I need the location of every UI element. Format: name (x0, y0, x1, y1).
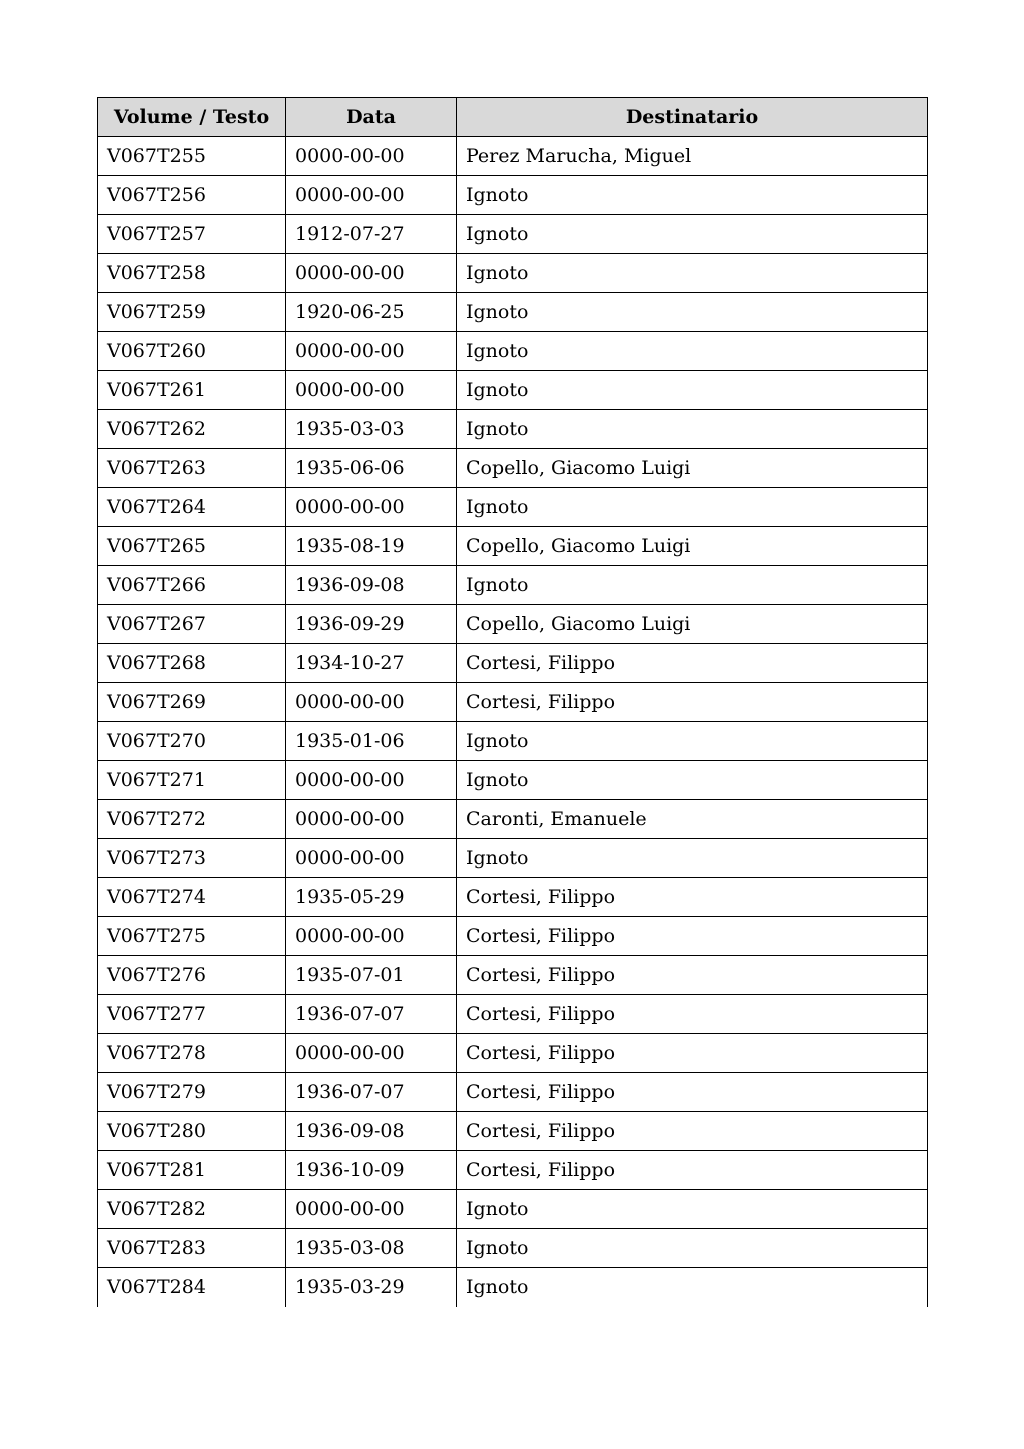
cell-destinatario: Ignoto (457, 410, 928, 449)
cell-volume-testo: V067T282 (98, 1190, 286, 1229)
cell-destinatario: Ignoto (457, 371, 928, 410)
cell-volume-testo: V067T275 (98, 917, 286, 956)
table-row (98, 215, 928, 254)
table-row (98, 683, 928, 722)
cell-data: 1935-06-06 (286, 449, 457, 488)
cell-destinatario: Cortesi, Filippo (457, 878, 928, 917)
cell-volume-testo: V067T255 (98, 137, 286, 176)
cell-volume-testo: V067T267 (98, 605, 286, 644)
cell-data: 0000-00-00 (286, 800, 457, 839)
cell-data: 1934-10-27 (286, 644, 457, 683)
table-row (98, 293, 928, 332)
cell-destinatario: Copello, Giacomo Luigi (457, 527, 928, 566)
cell-volume-testo: V067T272 (98, 800, 286, 839)
cell-volume-testo: V067T276 (98, 956, 286, 995)
cell-destinatario: Ignoto (457, 488, 928, 527)
cell-destinatario: Cortesi, Filippo (457, 1073, 928, 1112)
cell-data: 1935-03-29 (286, 1268, 457, 1307)
cell-data: 1936-10-09 (286, 1151, 457, 1190)
cell-data: 1936-09-29 (286, 605, 457, 644)
cell-volume-testo: V067T258 (98, 254, 286, 293)
cell-data: 1935-07-01 (286, 956, 457, 995)
table-row (98, 917, 928, 956)
table-row (98, 371, 928, 410)
cell-data: 0000-00-00 (286, 176, 457, 215)
cell-destinatario: Ignoto (457, 1190, 928, 1229)
cell-volume-testo: V067T263 (98, 449, 286, 488)
cell-data: 0000-00-00 (286, 1190, 457, 1229)
cell-data: 0000-00-00 (286, 371, 457, 410)
cell-destinatario: Caronti, Emanuele (457, 800, 928, 839)
table-row (98, 839, 928, 878)
table-row (98, 332, 928, 371)
cell-volume-testo: V067T262 (98, 410, 286, 449)
cell-data: 0000-00-00 (286, 839, 457, 878)
cell-data: 1936-09-08 (286, 566, 457, 605)
cell-destinatario: Ignoto (457, 176, 928, 215)
table-row (98, 527, 928, 566)
cell-destinatario: Cortesi, Filippo (457, 995, 928, 1034)
cell-volume-testo: V067T280 (98, 1112, 286, 1151)
table-row (98, 566, 928, 605)
cell-data: 1935-08-19 (286, 527, 457, 566)
cell-destinatario: Ignoto (457, 1229, 928, 1268)
table-row (98, 761, 928, 800)
cell-volume-testo: V067T271 (98, 761, 286, 800)
cell-volume-testo: V067T273 (98, 839, 286, 878)
cell-data: 0000-00-00 (286, 683, 457, 722)
header-destinatario: Destinatario (457, 98, 928, 137)
cell-destinatario: Ignoto (457, 839, 928, 878)
cell-data: 1920-06-25 (286, 293, 457, 332)
cell-volume-testo: V067T266 (98, 566, 286, 605)
cell-volume-testo: V067T278 (98, 1034, 286, 1073)
table-row (98, 722, 928, 761)
cell-data: 0000-00-00 (286, 1034, 457, 1073)
cell-destinatario: Cortesi, Filippo (457, 917, 928, 956)
cell-volume-testo: V067T283 (98, 1229, 286, 1268)
cell-destinatario: Cortesi, Filippo (457, 1034, 928, 1073)
table-header-row (98, 98, 928, 137)
cell-volume-testo: V067T281 (98, 1151, 286, 1190)
table-row (98, 995, 928, 1034)
table-row (98, 488, 928, 527)
cell-data: 1935-05-29 (286, 878, 457, 917)
cell-destinatario: Copello, Giacomo Luigi (457, 605, 928, 644)
table-row (98, 1073, 928, 1112)
cell-volume-testo: V067T256 (98, 176, 286, 215)
letters-table (97, 97, 928, 1307)
cell-data: 0000-00-00 (286, 488, 457, 527)
cell-destinatario: Cortesi, Filippo (457, 1112, 928, 1151)
cell-destinatario: Copello, Giacomo Luigi (457, 449, 928, 488)
cell-volume-testo: V067T260 (98, 332, 286, 371)
table-row (98, 1112, 928, 1151)
cell-data: 0000-00-00 (286, 761, 457, 800)
cell-destinatario: Ignoto (457, 332, 928, 371)
cell-destinatario: Ignoto (457, 761, 928, 800)
cell-volume-testo: V067T279 (98, 1073, 286, 1112)
cell-data: 0000-00-00 (286, 332, 457, 371)
cell-destinatario: Cortesi, Filippo (457, 683, 928, 722)
table-row (98, 1034, 928, 1073)
cell-data: 1936-09-08 (286, 1112, 457, 1151)
table-row (98, 254, 928, 293)
cell-data: 1935-03-08 (286, 1229, 457, 1268)
cell-volume-testo: V067T268 (98, 644, 286, 683)
cell-volume-testo: V067T277 (98, 995, 286, 1034)
cell-destinatario: Ignoto (457, 215, 928, 254)
cell-volume-testo: V067T261 (98, 371, 286, 410)
table-row (98, 644, 928, 683)
cell-data: 1936-07-07 (286, 1073, 457, 1112)
cell-volume-testo: V067T257 (98, 215, 286, 254)
table-row (98, 137, 928, 176)
cell-data: 1935-03-03 (286, 410, 457, 449)
cell-volume-testo: V067T284 (98, 1268, 286, 1307)
cell-volume-testo: V067T269 (98, 683, 286, 722)
table-row (98, 410, 928, 449)
table-row (98, 176, 928, 215)
cell-volume-testo: V067T274 (98, 878, 286, 917)
cell-volume-testo: V067T259 (98, 293, 286, 332)
cell-data: 1935-01-06 (286, 722, 457, 761)
cell-destinatario: Ignoto (457, 254, 928, 293)
cell-destinatario: Ignoto (457, 566, 928, 605)
table-row (98, 1151, 928, 1190)
header-data: Data (286, 98, 457, 137)
cell-volume-testo: V067T270 (98, 722, 286, 761)
cell-volume-testo: V067T264 (98, 488, 286, 527)
table-row (98, 1268, 928, 1307)
table-body (98, 137, 928, 1307)
cell-destinatario: Ignoto (457, 1268, 928, 1307)
header-volume-testo: Volume / Testo (98, 98, 286, 137)
cell-destinatario: Ignoto (457, 293, 928, 332)
cell-destinatario: Cortesi, Filippo (457, 644, 928, 683)
cell-destinatario: Cortesi, Filippo (457, 956, 928, 995)
table-row (98, 449, 928, 488)
table-row (98, 1190, 928, 1229)
cell-data: 1912-07-27 (286, 215, 457, 254)
cell-destinatario: Cortesi, Filippo (457, 1151, 928, 1190)
table-row (98, 800, 928, 839)
cell-data: 0000-00-00 (286, 137, 457, 176)
table-row (98, 1229, 928, 1268)
cell-data: 1936-07-07 (286, 995, 457, 1034)
table-row (98, 878, 928, 917)
cell-volume-testo: V067T265 (98, 527, 286, 566)
cell-data: 0000-00-00 (286, 917, 457, 956)
cell-destinatario: Perez Marucha, Miguel (457, 137, 928, 176)
table-row (98, 605, 928, 644)
cell-data: 0000-00-00 (286, 254, 457, 293)
table-row (98, 956, 928, 995)
cell-destinatario: Ignoto (457, 722, 928, 761)
